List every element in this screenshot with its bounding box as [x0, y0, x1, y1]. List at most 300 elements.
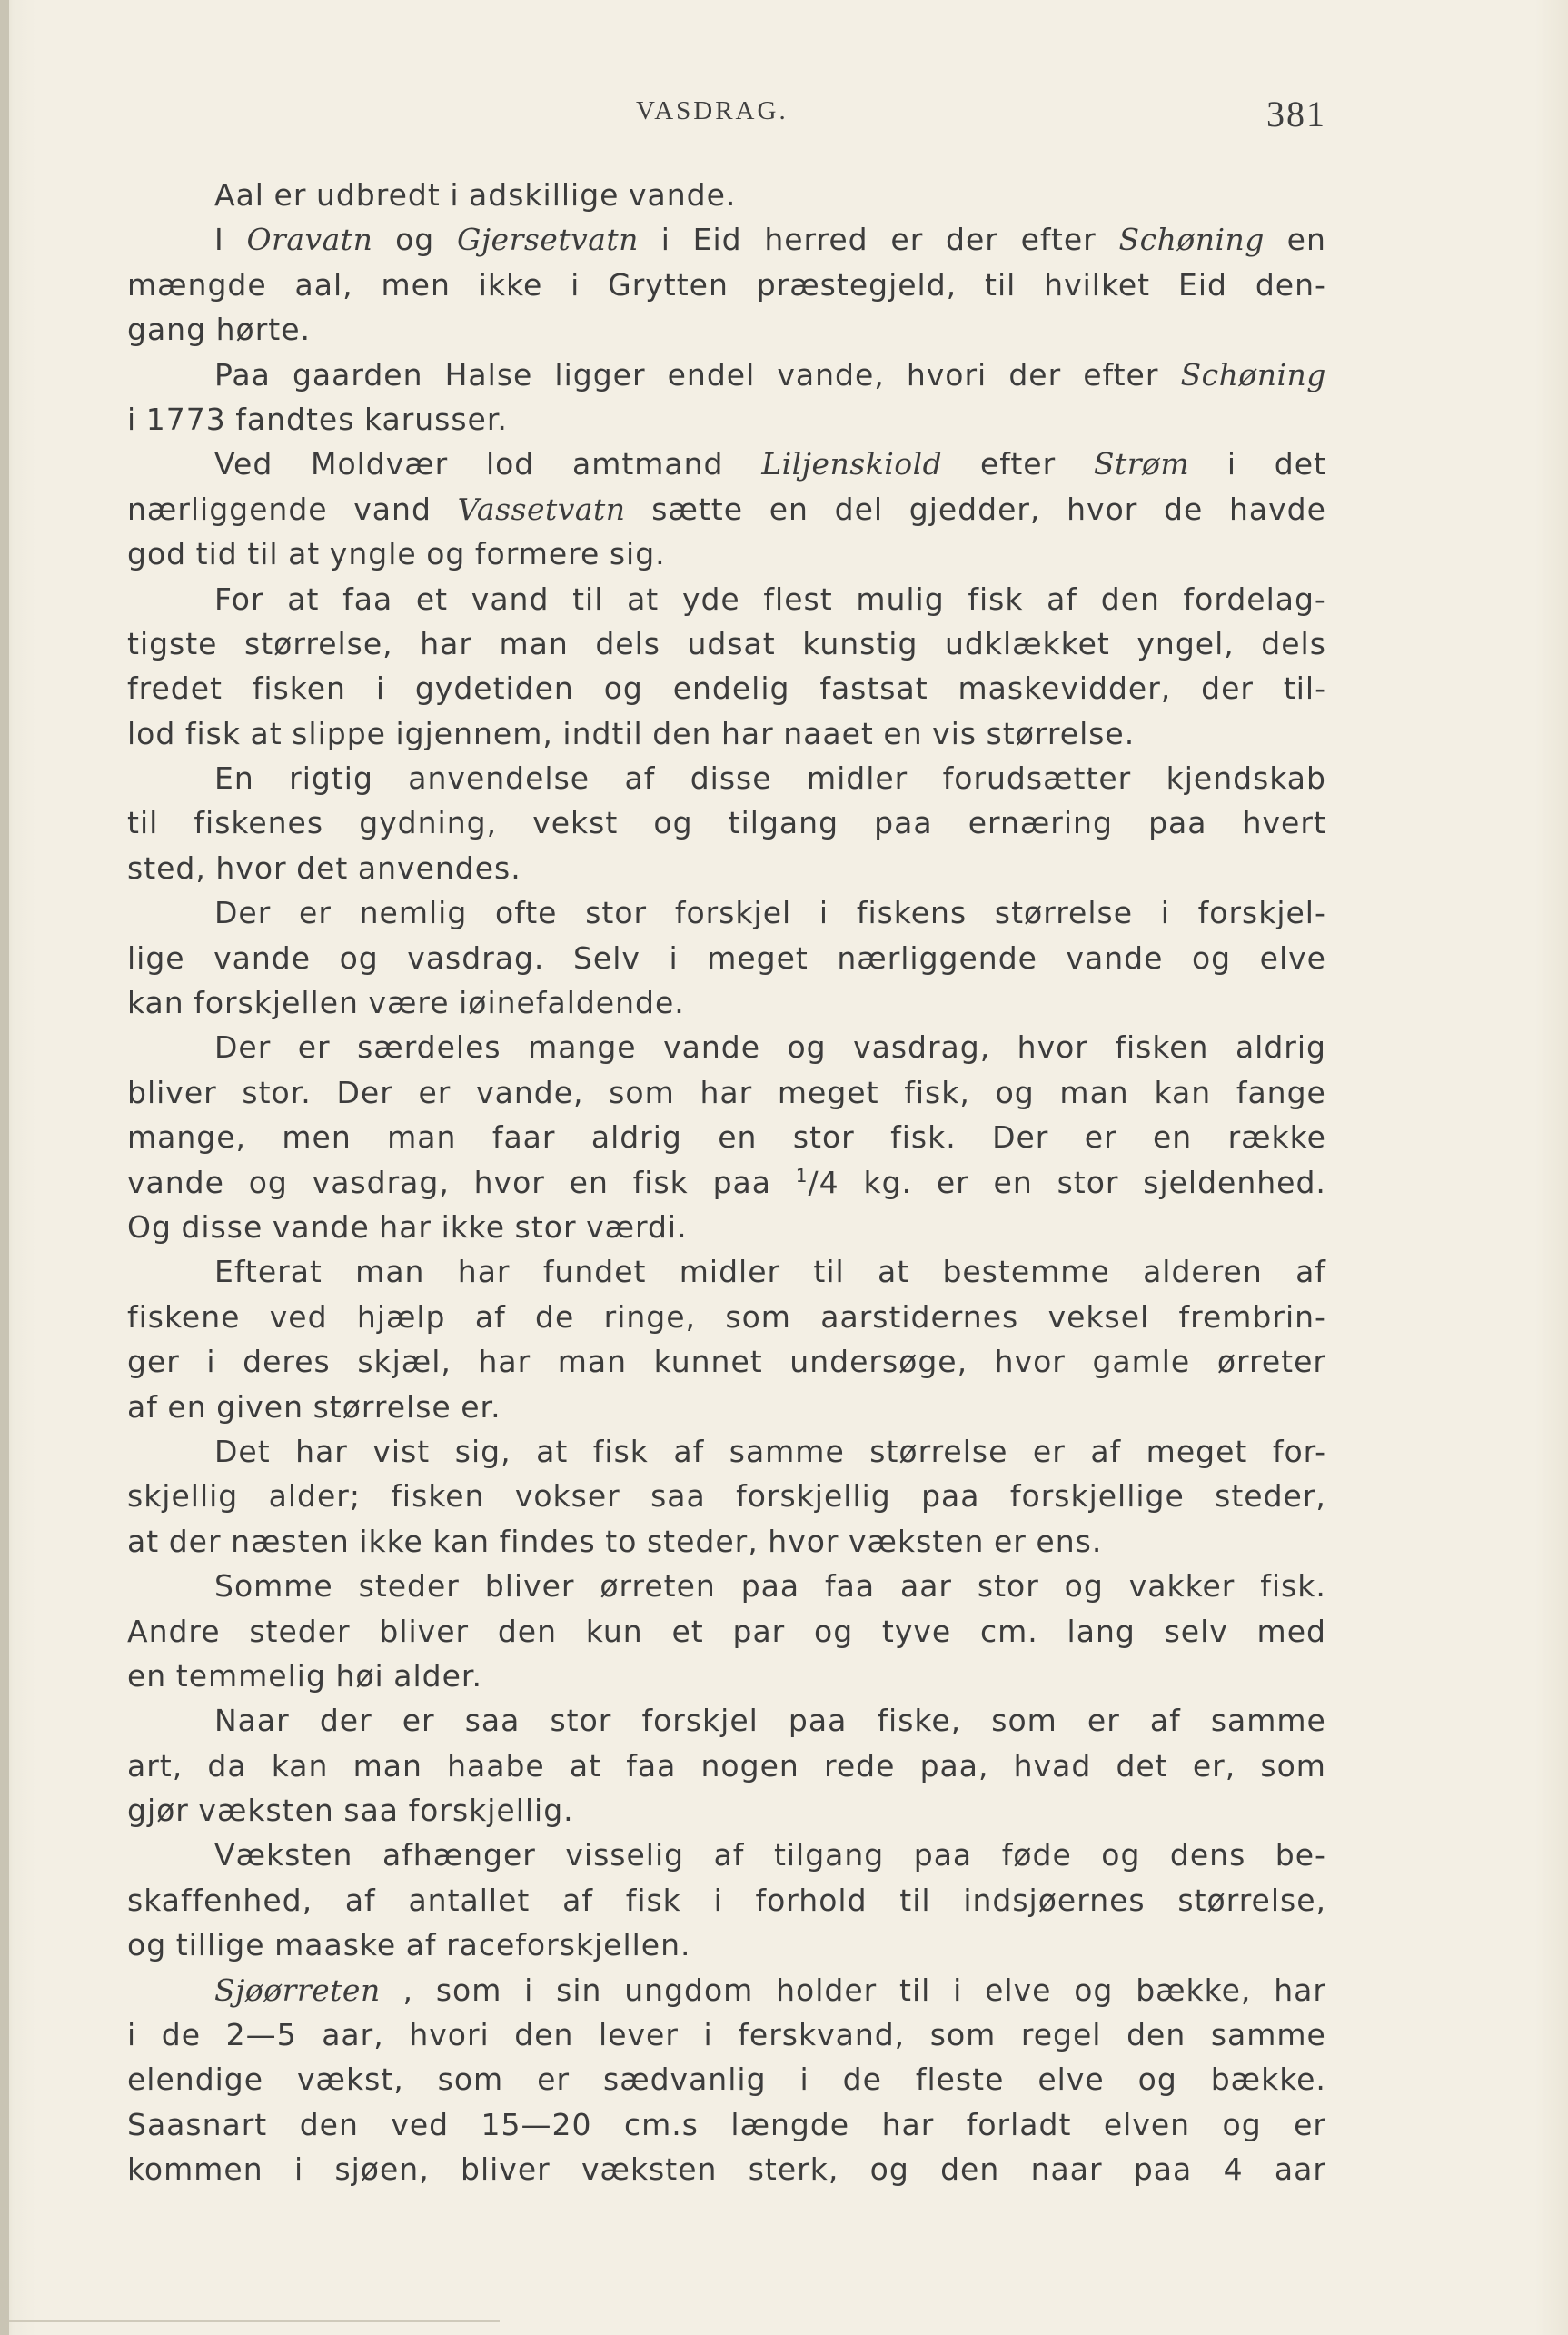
word: udsat	[687, 625, 776, 661]
word: hvor	[994, 1344, 1066, 1380]
word: den-	[1255, 266, 1326, 303]
word: faa	[626, 1747, 677, 1784]
word: ofte	[495, 895, 558, 931]
word: lod	[127, 715, 176, 751]
word: og	[814, 1613, 854, 1649]
word: til	[572, 581, 604, 617]
word: Saasnart	[127, 2106, 268, 2142]
paragraph	[127, 756, 1326, 890]
word: stor	[1057, 1164, 1119, 1200]
word: ens.	[1036, 1523, 1103, 1559]
word: i	[450, 177, 460, 213]
word: det	[1116, 1747, 1168, 1784]
word: det	[1274, 446, 1326, 482]
word: bække.	[1210, 2062, 1326, 2098]
text-line	[127, 1429, 1326, 1474]
word: aar	[899, 1568, 952, 1605]
word: har	[457, 1254, 511, 1290]
word: Efterat	[214, 1254, 323, 1290]
word: Selv	[572, 939, 640, 976]
word: igjennem,	[395, 715, 553, 751]
word: forskjel-	[1197, 895, 1326, 931]
word: haabe	[447, 1747, 545, 1784]
word: fisk	[632, 1164, 689, 1200]
word: har	[379, 1208, 432, 1245]
word: den	[299, 2106, 359, 2142]
text-line	[127, 1744, 1326, 1788]
word: lang	[1067, 1613, 1136, 1649]
word: ikke	[441, 1208, 506, 1245]
word: vakker	[1128, 1568, 1236, 1605]
word: i	[1226, 446, 1237, 482]
word: er	[402, 1703, 435, 1739]
word: elven	[1103, 2106, 1191, 2142]
word: sædvanlig	[603, 2062, 767, 2098]
text-line	[127, 1205, 1326, 1249]
word: vande	[213, 939, 312, 976]
text-line	[127, 800, 1326, 845]
word: cm.	[980, 1613, 1038, 1649]
word: stor	[585, 895, 648, 931]
word: i	[819, 895, 829, 931]
word: vis	[932, 715, 978, 751]
text-line	[127, 666, 1326, 710]
word: ferskvand,	[738, 2017, 906, 2053]
word: sætte	[651, 491, 744, 527]
word: tilgang	[773, 1837, 885, 1873]
word: kan	[432, 1523, 491, 1559]
word: elve	[1037, 2062, 1105, 2098]
word: til	[899, 1972, 931, 2008]
word: paa	[788, 1703, 848, 1739]
word: vand	[471, 581, 550, 617]
word: føde	[1001, 1837, 1072, 1873]
word: man	[557, 1344, 628, 1380]
text-line	[127, 1564, 1326, 1608]
text-line	[127, 1654, 1326, 1698]
word: fisk	[625, 1882, 681, 1918]
word: vande	[272, 1208, 370, 1245]
word: er.	[461, 1388, 501, 1425]
word: vande.	[629, 177, 737, 213]
word: karusser.	[363, 401, 508, 437]
word: i	[375, 671, 385, 707]
word: den	[1100, 581, 1160, 617]
word: af	[1090, 1433, 1122, 1469]
word: de	[842, 2062, 882, 2098]
running-head: VASDRAG.	[636, 96, 789, 125]
word: er	[537, 2062, 571, 2098]
word: hvad	[1013, 1747, 1092, 1784]
word: ger	[127, 1344, 180, 1380]
word: samme	[729, 1433, 845, 1469]
word: de	[1164, 491, 1204, 527]
text-line	[127, 1788, 1326, 1833]
paragraph	[127, 1025, 1326, 1249]
word: ligger	[554, 356, 646, 392]
word: fiskenes	[194, 805, 324, 841]
word: paa	[712, 1164, 771, 1200]
word: vasdrag,	[853, 1029, 991, 1066]
word: fastsat	[819, 671, 928, 707]
text-line	[127, 1295, 1326, 1339]
word: og	[127, 1927, 167, 1963]
word: skjæl,	[357, 1344, 452, 1380]
word: lige	[127, 939, 185, 976]
text-line	[127, 487, 1326, 532]
book-spine-edge	[0, 0, 9, 2335]
word: faa	[342, 581, 393, 617]
word: i	[703, 2017, 713, 2053]
word: to	[605, 1523, 638, 1559]
word: længde	[730, 2106, 850, 2142]
page-header	[0, 93, 1568, 138]
word: og	[1137, 2062, 1177, 2098]
word: stor.	[242, 1074, 312, 1110]
text-line	[127, 263, 1326, 307]
word: tigste	[127, 625, 218, 661]
word: Gjersetvatn	[456, 222, 639, 258]
text-line	[127, 1474, 1326, 1518]
word: man	[499, 625, 569, 661]
paragraph	[127, 1564, 1326, 1698]
word: gang	[127, 312, 207, 348]
paragraph	[127, 173, 1326, 217]
word: fisken	[391, 1478, 485, 1515]
word: faar	[491, 1119, 556, 1156]
word: nogen	[700, 1747, 799, 1784]
word: af	[713, 1837, 745, 1873]
word: Liljenskiold	[761, 446, 943, 482]
word: aarstidernes	[820, 1298, 1019, 1335]
word: cm.s	[623, 2106, 699, 2142]
word: fandtes	[235, 401, 355, 437]
word: findes	[499, 1523, 596, 1559]
word: efter	[980, 446, 1057, 482]
word: af	[624, 760, 656, 797]
word: en	[769, 491, 809, 527]
word: steder	[249, 1613, 351, 1649]
word: bliver	[484, 1568, 575, 1605]
word: samme	[1210, 2017, 1326, 2053]
word: til	[247, 536, 279, 572]
word: deres	[243, 1344, 331, 1380]
word: herred	[764, 222, 868, 258]
paragraph	[127, 442, 1326, 576]
word: man	[352, 1747, 422, 1784]
word: Halse	[444, 356, 533, 392]
word: gydning,	[359, 805, 498, 841]
word: i	[660, 222, 670, 258]
word: ungdom	[624, 1972, 754, 2008]
word: slippe	[292, 715, 386, 751]
word: og	[1064, 1568, 1104, 1605]
word: er	[1084, 1119, 1117, 1156]
word: i	[293, 2151, 304, 2188]
text-line	[127, 1249, 1326, 1294]
text-line	[127, 1698, 1326, 1743]
word: given	[216, 1388, 304, 1425]
word: bliver	[127, 1074, 217, 1110]
word: lod	[485, 446, 535, 482]
word: midler	[679, 1254, 781, 1290]
word: i	[1160, 895, 1170, 931]
word: tid	[195, 536, 238, 572]
text-line	[127, 936, 1326, 980]
word: I	[214, 222, 224, 258]
word: gaarden	[292, 356, 423, 392]
word: holder	[776, 1972, 878, 2008]
body-text	[127, 173, 1326, 2192]
word: Moldvær	[310, 446, 449, 482]
word: de	[535, 1298, 575, 1335]
word: hvor	[768, 1523, 839, 1559]
word: at	[288, 536, 321, 572]
word: En	[214, 760, 254, 797]
paragraph	[127, 577, 1326, 757]
word: rede	[823, 1747, 896, 1784]
word: saa	[650, 1478, 706, 1515]
word: temmelig	[175, 1657, 326, 1694]
word: afhænger	[382, 1837, 536, 1873]
word: paa,	[919, 1747, 989, 1784]
page-number: 381	[1266, 94, 1326, 134]
word: sterk,	[748, 2151, 839, 2188]
word: er	[1032, 1433, 1066, 1469]
word: hvor	[215, 850, 287, 886]
word: vande	[663, 1029, 760, 1066]
word: hvor	[1017, 1029, 1088, 1066]
word: men	[381, 266, 451, 303]
word: i	[524, 1972, 534, 2008]
word: nemlig	[359, 895, 468, 931]
word: af	[405, 1927, 437, 1963]
word: stor	[977, 1568, 1039, 1605]
word: som	[929, 2017, 997, 2053]
word: har	[420, 625, 472, 661]
word: sin	[556, 1972, 602, 2008]
word: til	[127, 805, 159, 841]
text-line	[127, 711, 1326, 756]
word: gjør	[127, 1793, 189, 1829]
word: gydetiden	[414, 671, 574, 707]
word: hvor	[1067, 491, 1138, 527]
text-line	[127, 1519, 1326, 1564]
word: præstegjeld,	[756, 266, 958, 303]
word: ved	[269, 1298, 328, 1335]
word: sjøen,	[334, 2151, 430, 2188]
word: men	[282, 1119, 352, 1156]
word: og	[339, 939, 379, 976]
word: stor	[550, 1703, 612, 1739]
word: hvori	[906, 356, 987, 392]
text-line	[127, 2057, 1326, 2102]
word: ,	[402, 1972, 414, 2008]
word: størrelse,	[244, 625, 393, 661]
text-line	[127, 173, 1326, 217]
word: tillige	[175, 1927, 265, 1963]
word: til	[899, 1882, 931, 1918]
paragraph	[127, 1833, 1326, 1967]
word: udbredt	[315, 177, 441, 213]
word: udklækket	[944, 625, 1110, 661]
word: være	[368, 985, 450, 1021]
word: i	[127, 2017, 137, 2053]
word: lever	[599, 2017, 679, 2053]
paragraph	[127, 1968, 1326, 2192]
word: Vassetvatn	[457, 491, 626, 527]
word: fundet	[542, 1254, 647, 1290]
word: skjellig	[127, 1478, 239, 1515]
word: god	[127, 536, 187, 572]
text-line	[127, 217, 1326, 262]
text-line	[127, 756, 1326, 800]
text-line	[127, 1160, 1326, 1205]
text-line	[127, 532, 1326, 576]
word: Naar	[214, 1703, 290, 1739]
word: saa	[464, 1703, 521, 1739]
word: fiske,	[877, 1703, 962, 1739]
word: fleste	[915, 2062, 1005, 2098]
word: selv	[1164, 1613, 1228, 1649]
word: er	[890, 222, 924, 258]
word: og	[248, 1164, 288, 1200]
word: $^1$/4	[795, 1164, 839, 1200]
word: hjælp	[356, 1298, 446, 1335]
word: Oravatn	[246, 222, 373, 258]
word: paa	[913, 1837, 973, 1873]
word: indtil	[562, 715, 643, 751]
word: par	[732, 1613, 786, 1649]
word: ernæring	[968, 805, 1113, 841]
word: mange,	[127, 1119, 247, 1156]
word: paa	[874, 805, 933, 841]
word: vande	[1066, 939, 1164, 976]
word: flest	[763, 581, 833, 617]
word: indsjøernes	[963, 1882, 1146, 1918]
word: stor	[792, 1119, 855, 1156]
word: kan	[127, 985, 184, 1021]
word: en	[127, 1657, 167, 1694]
word: dels	[1261, 625, 1326, 661]
word: i	[127, 401, 137, 437]
word: sig.	[609, 536, 666, 572]
word: har	[720, 715, 774, 751]
word: del	[834, 491, 884, 527]
text-line	[127, 577, 1326, 621]
text-line	[127, 397, 1326, 442]
word: er	[993, 1523, 1027, 1559]
word: visselig	[565, 1837, 685, 1873]
word: hvilket	[1044, 266, 1151, 303]
word: i	[571, 266, 581, 303]
word: værdi.	[586, 1208, 688, 1245]
word: Sjøørreten	[214, 1972, 381, 2008]
word: har	[478, 1344, 531, 1380]
word: havde	[1228, 491, 1326, 527]
word: steder,	[1215, 1478, 1326, 1515]
word: størrelse	[869, 1433, 1008, 1469]
word: vande,	[476, 1074, 584, 1110]
word: at	[127, 1523, 160, 1559]
word: i	[713, 1882, 723, 1918]
word: dels	[595, 625, 660, 661]
word: Og	[127, 1208, 172, 1245]
word: Væksten	[214, 1837, 353, 1873]
word: vand	[353, 491, 432, 527]
word: størrelse	[994, 895, 1134, 931]
word: vist	[372, 1433, 431, 1469]
word: en	[1152, 1119, 1193, 1156]
word: har	[881, 2106, 935, 2142]
text-line	[127, 846, 1326, 890]
word: kg.	[863, 1164, 913, 1200]
word: et	[415, 581, 449, 617]
word: særdeles	[357, 1029, 501, 1066]
word: væksten	[581, 2151, 718, 2188]
word: at	[250, 715, 283, 751]
word: væksten	[198, 1793, 334, 1829]
word: af	[1295, 1254, 1326, 1290]
word: undersøge,	[789, 1344, 968, 1380]
word: frembrin-	[1178, 1298, 1326, 1335]
word: fiskens	[856, 895, 968, 931]
word: disse	[690, 760, 772, 797]
word: fange	[1236, 1074, 1326, 1110]
word: meget	[1146, 1433, 1248, 1469]
word: fisk	[968, 581, 1024, 617]
word: en	[993, 1164, 1033, 1200]
word: Aal	[214, 177, 264, 213]
text-line	[127, 1609, 1326, 1654]
word: fisk	[592, 1433, 649, 1469]
word: efter	[1083, 356, 1159, 392]
word: bliver	[461, 2151, 551, 2188]
word: alder.	[393, 1657, 482, 1694]
word: anvendelse	[408, 760, 590, 797]
word: og	[653, 805, 693, 841]
word: og	[787, 1029, 827, 1066]
word: man	[387, 1119, 457, 1156]
word: gjedder,	[908, 491, 1041, 527]
word: Der	[992, 1119, 1049, 1156]
word: er	[299, 895, 332, 931]
word: af	[127, 1388, 158, 1425]
word: Grytten	[608, 266, 729, 303]
word: dens	[1169, 1837, 1246, 1873]
word: yngle	[329, 536, 417, 572]
word: Ved	[214, 446, 273, 482]
word: paa	[921, 1478, 980, 1515]
word: mængde	[127, 266, 267, 303]
word: er	[936, 1164, 969, 1200]
word: meget	[707, 939, 809, 976]
word: saa	[343, 1793, 400, 1829]
word: af	[673, 1433, 705, 1469]
word: tyve	[881, 1613, 952, 1649]
word: adskillige	[469, 177, 620, 213]
word: vekst	[532, 805, 619, 841]
text-line	[127, 1878, 1326, 1923]
word: nærliggende	[837, 939, 1037, 976]
word: og	[995, 1074, 1035, 1110]
word: fisken	[1115, 1029, 1209, 1066]
word: bække,	[1136, 1972, 1252, 2008]
word: Schøning	[1118, 222, 1265, 258]
word: at	[877, 1254, 910, 1290]
word: i	[953, 1972, 963, 2008]
word: disse	[181, 1208, 263, 1245]
